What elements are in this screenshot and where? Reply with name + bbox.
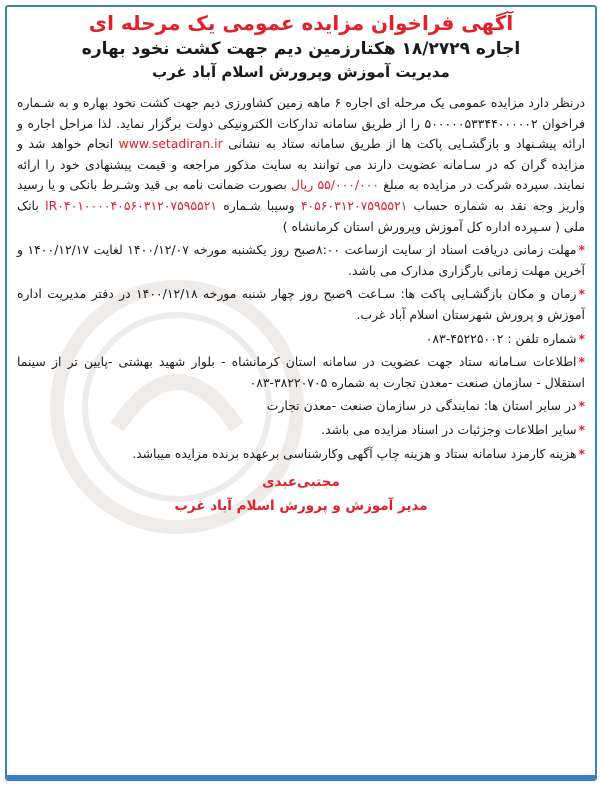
- notice-title: آگهی فراخوان مزایده عمومی یک مرحله ای: [88, 11, 514, 35]
- bullet-text: سایر اطلاعات وجزئیات در اسناد مزایده می باشد.: [321, 421, 577, 437]
- notice-content: [7, 9, 595, 516]
- bullet-item-doc-deadline: [17, 240, 585, 281]
- bullet-item-fees: [17, 444, 585, 465]
- body-part-5: بانک ملی ( سـپرده اداره کل آموزش وپرورش استان کرمانشاه ): [17, 197, 585, 234]
- bullet-item-other-provinces: [17, 396, 585, 417]
- bullet-star-icon: *: [578, 445, 585, 461]
- body-part-1: درنظر دارد مزایده عمومی یک مرحله ای اجاره ۶ ماهه زمین کشاورزی دیم جهت کشت نخود بهاره و به شـماره فراخوان ۵۰۰۰۰۰۵۳۳۴۴۰۰۰۰۰۲ را از طریق سامانه تدارکات الکترونیکی دولت برگزار نماید. لذا مراحل اجاره و ارائه پیشـنهاد و بازگشـایی پاکت ها از طریق سامانه ستاد به نشانی: [17, 95, 586, 152]
- account-number: ۴۰۵۶۰۳۱۲۰۷۵۹۵۵۲۱: [300, 197, 408, 213]
- sheba-number: IR۰۴۰۱۰۰۰۰۴۰۵۶۰۳۱۲۰۷۵۹۵۵۲۱: [45, 197, 218, 213]
- setad-website-link[interactable]: www.setadiran.ir: [118, 136, 223, 152]
- body-part-4: وسیبا شـماره: [223, 197, 295, 213]
- notice-frame: [5, 5, 597, 781]
- bullet-star-icon: *: [578, 330, 585, 346]
- body-part-3: بصورت ضمانت نامه بی قید وشـرط بانکی و یا رسید واریز وجه نقد به شماره حساب: [17, 177, 585, 213]
- bullet-star-icon: *: [578, 398, 585, 414]
- bullet-star-icon: *: [578, 421, 585, 437]
- bullet-item-other-info: [17, 420, 585, 441]
- bullet-text: شماره تلفن : ۴۵۲۲۵۰۰۲-۰۸۳: [425, 330, 577, 346]
- bullet-item-opening: [17, 284, 585, 325]
- bullet-text: اطلاعات سـامانه ستاد جهت عضویت در سامانه استان کرمانشاه - بلوار شهید بهشتی -پایین تر از سینما استقلال - سازمان صنعت -معدن تجارت به شماره ۳۸۲۲۰۷۰۵-۰۸۳: [17, 354, 585, 390]
- bullet-star-icon: *: [578, 242, 585, 258]
- bullet-item-setad-info: [17, 352, 585, 393]
- organization-name: مدیریت آموزش وپرورش اسلام آباد غرب: [152, 63, 450, 81]
- bullet-star-icon: *: [578, 286, 585, 302]
- deposit-amount: ۵۵/۰۰۰/۰۰۰ ریال: [291, 177, 380, 193]
- bullet-item-phone: [17, 329, 585, 350]
- bullet-text: مهلت زمانی دریافت اسناد از سایت ازساعت ۸:۰۰صبح روز یکشنبه مورخه ۱۴۰۰/۱۲/۰۷ لغایت ۱۴۰۰/۱۲/۱۷ و آخرین مهلت زمانی بارگزاری مدارک می باشد.: [17, 242, 585, 278]
- body-part-2: انجام خواهد شد و مزایده گران که در سـامانه عضویت دارند می توانند به سایت مذکور مراجعه و قیمت پیشنهادی خود را ارائه نمایند. سپرده شرکت در مزایده به مبلغ: [17, 136, 585, 193]
- notice-body: [17, 93, 585, 237]
- bullet-star-icon: *: [578, 354, 585, 370]
- signatory-title: مدیر آموزش و پرورش اسلام آباد غرب: [174, 498, 428, 515]
- bullet-text: هزینه کارمزد سامانه ستاد و هزینه چاپ آگهی وکارشناسی برعهده برنده مزایده میباشد.: [132, 445, 577, 461]
- bullet-text: زمان و مکان بازگشـایی پاکت ها: سـاعت ۹صبح روز چهار شنبه مورخه ۱۴۰۰/۱۲/۱۸ در دفتر مدیریت اداره آموزش و پرورش شهرستان اسلام آباد غرب.: [17, 286, 585, 322]
- notice-subtitle: اجاره ۱۸/۲۷۲۹ هکتارزمین دیم جهت کشت نخود بهاره: [81, 39, 521, 59]
- bullet-text: در سایر استان ها: نمایندگی در سازمان صنعت -معدن تجارت: [266, 398, 577, 414]
- signatory-name: مجتبی‌عبدی: [262, 474, 340, 491]
- bottom-divider: [7, 775, 595, 779]
